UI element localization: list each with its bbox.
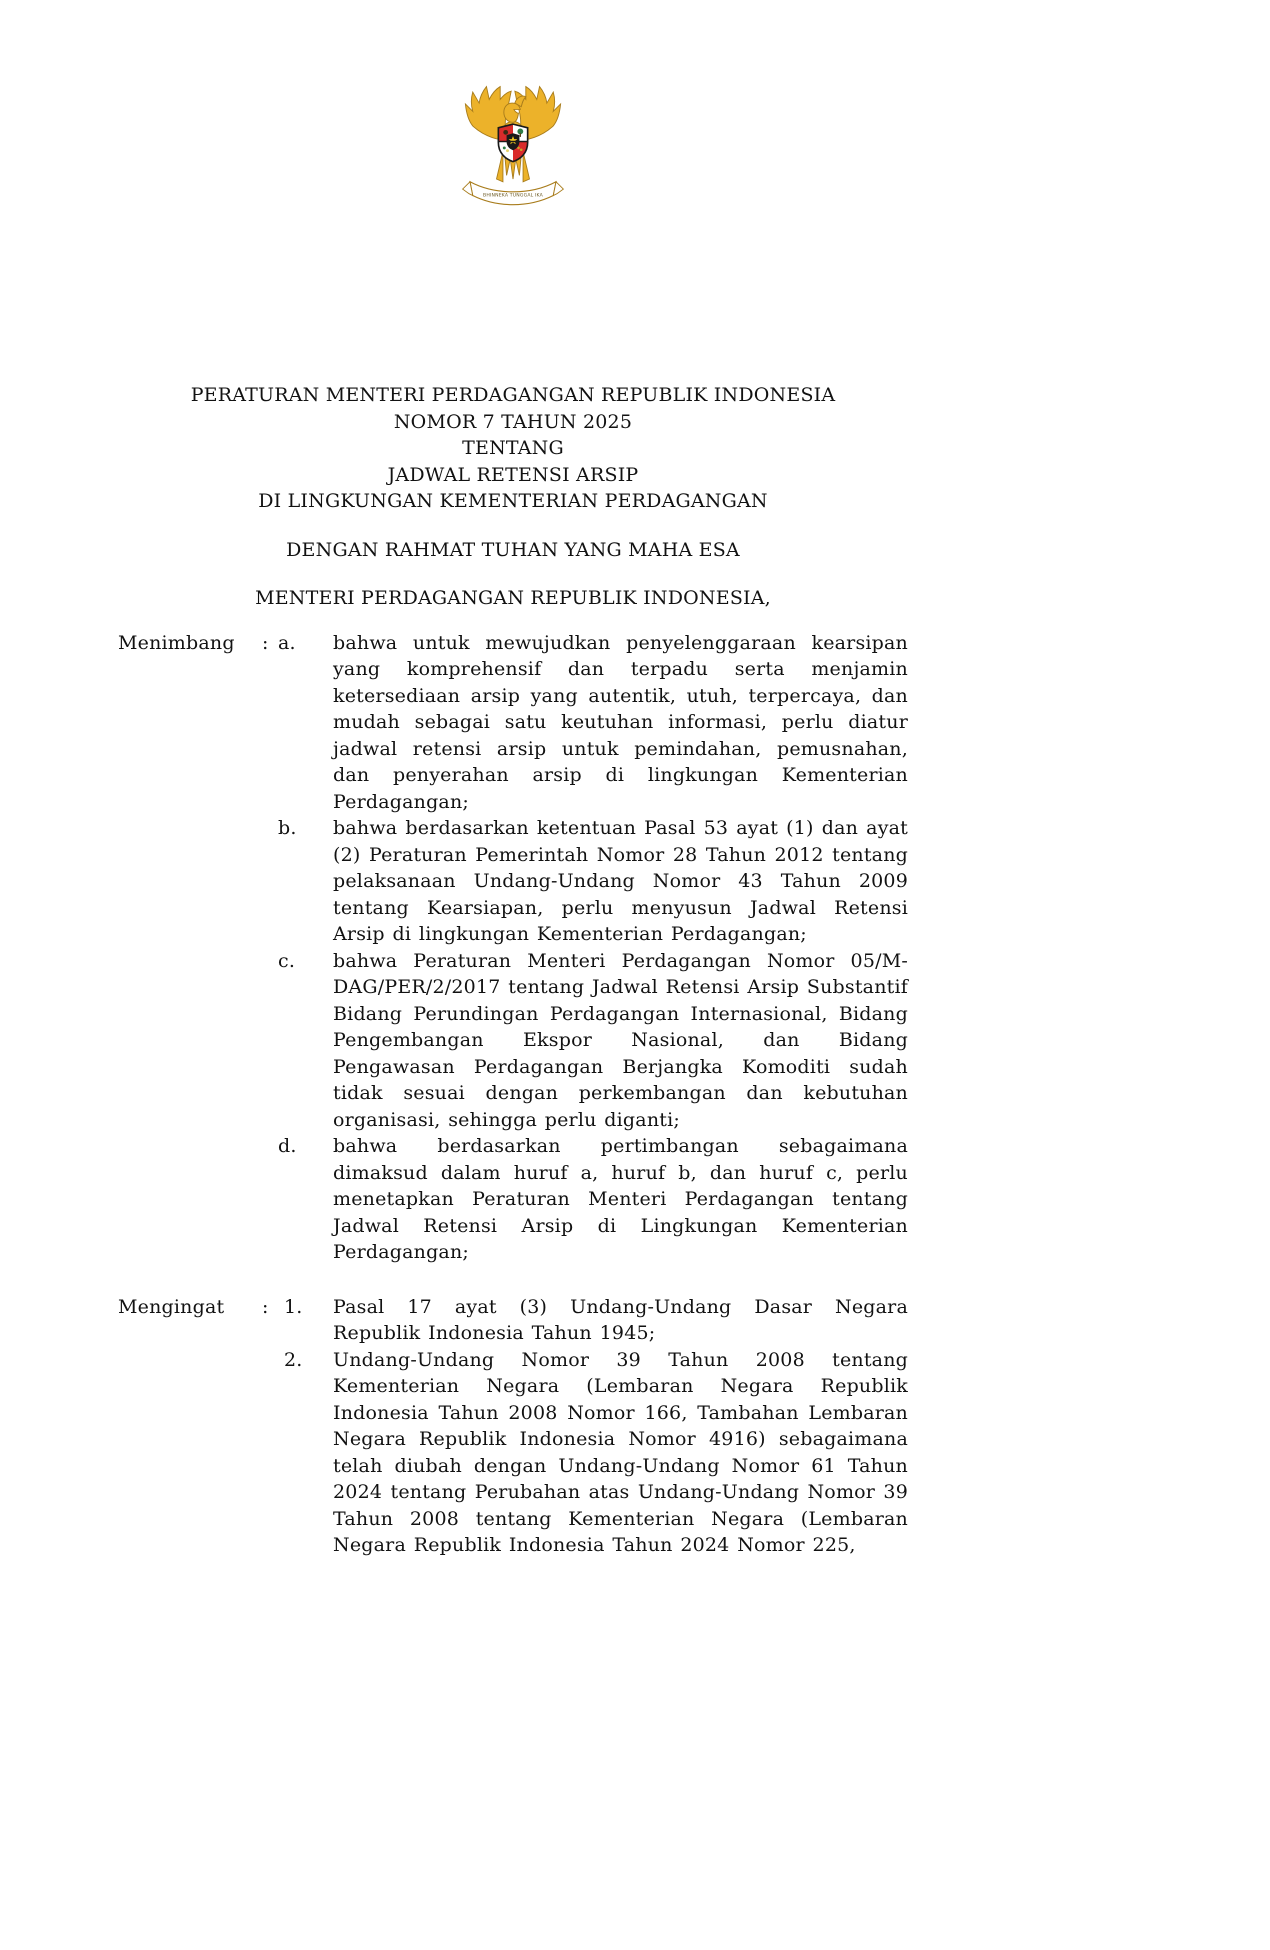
authority-line: MENTERI PERDAGANGAN REPUBLIK INDONESIA, (255, 587, 771, 609)
menimbang-item-c (118, 948, 908, 1134)
title-line-4: JADWAL RETENSI ARSIP (387, 463, 639, 486)
item-marker: c. (278, 949, 296, 972)
menimbang-label: Menimbang (118, 631, 235, 654)
menimbang-separator: : (262, 631, 269, 654)
menimbang-item-d (118, 1133, 908, 1266)
invocation-line: DENGAN RAHMAT TUHAN YANG MAHA ESA (286, 538, 740, 561)
item-text: bahwa berdasarkan ketentuan Pasal 53 ayat (1) dan ayat (2) Peraturan Pemerintah Nomor 28 Tahun 2012 tentang pelaksanaan Undang-Undang Nomor 43 Tahun 2009 tentang Kearsiapan, perlu menyusun Jadwal Retensi Arsip di lingkungan Kementerian Perdagangan; (333, 817, 908, 945)
item-text: bahwa untuk mewujudkan penyelenggaraan kearsipan yang komprehensif dan terpadu serta menjamin ketersediaan arsip yang autentik, utuh, terpercaya, dan mudah sebagai satu keutuhan informasi, perlu diatur jadwal retensi arsip untuk pemindahan, pemusnahan, dan penyerahan arsip di lingkungan Kementerian Perdagangan; (333, 631, 908, 813)
title-line-1: PERATURAN MENTERI PERDAGANGAN REPUBLIK INDONESIA (190, 384, 836, 406)
title-line-3: TENTANG (462, 437, 564, 459)
mengingat-label: Mengingat (118, 1295, 225, 1318)
item-text: Undang-Undang Nomor 39 Tahun 2008 tentang Kementerian Negara (Lembaran Negara Republik Indonesia Tahun 2008 Nomor 166, Tambahan Lembaran Negara Republik Indonesia Nomor 4916) sebagaimana telah diubah dengan Undang-Undang Nomor 61 Tahun 2024 tentang Perubahan atas Undang-Undang Nomor 39 Tahun 2008 tentang Kementerian Negara (Lembaran Negara Republik Indonesia Tahun 2024 Nomor 225, (333, 1348, 908, 1556)
motto-ribbon (463, 182, 564, 205)
item-text: bahwa Peraturan Menteri Perdagangan Nomor 05/M-DAG/PER/2/2017 tentang Jadwal Retensi Arsip Substantif Bidang Perundingan Perdagangan Internasional, Bidang Pengembangan Ekspor Nasional, dan Bidang Pengawasan Perdagangan Berjangka Komoditi sudah tidak sesuai dengan perkembangan dan kebutuhan organisasi, sehingga perlu diganti; (333, 949, 908, 1131)
mengingat-item-2 (118, 1347, 908, 1559)
mengingat-section (118, 1294, 908, 1559)
menimbang-item-a (118, 630, 908, 816)
document-title-block (118, 382, 908, 515)
menimbang-section (118, 630, 908, 1266)
item-marker: 2. (284, 1348, 303, 1371)
document-content (118, 0, 908, 1559)
garuda-pancasila-icon (458, 82, 568, 212)
pancasila-shield (498, 124, 527, 162)
item-text: Pasal 17 ayat (3) Undang-Undang Dasar Negara Republik Indonesia Tahun 1945; (333, 1295, 908, 1344)
item-marker: b. (278, 817, 297, 839)
motto-text: BHINNEKA TUNGGAL IKA (483, 193, 543, 199)
item-marker: a. (278, 631, 296, 654)
item-text: bahwa berdasarkan pertimbangan sebagaimana dimaksud dalam huruf a, huruf b, dan huruf c, perlu menetapkan Peraturan Menteri Perdagangan tentang Jadwal Retensi Arsip di Lingkungan Kementerian Perdagangan; (333, 1135, 908, 1263)
menimbang-item-b (118, 815, 908, 948)
emblem-container (118, 0, 908, 212)
item-marker: 1. (284, 1295, 303, 1318)
title-line-2: NOMOR 7 TAHUN 2025 (393, 410, 633, 433)
mengingat-separator: : (262, 1295, 269, 1318)
item-marker: d. (278, 1135, 297, 1157)
mengingat-item-1 (118, 1294, 908, 1347)
title-line-5: DI LINGKUNGAN KEMENTERIAN PERDAGANGAN (258, 490, 768, 512)
